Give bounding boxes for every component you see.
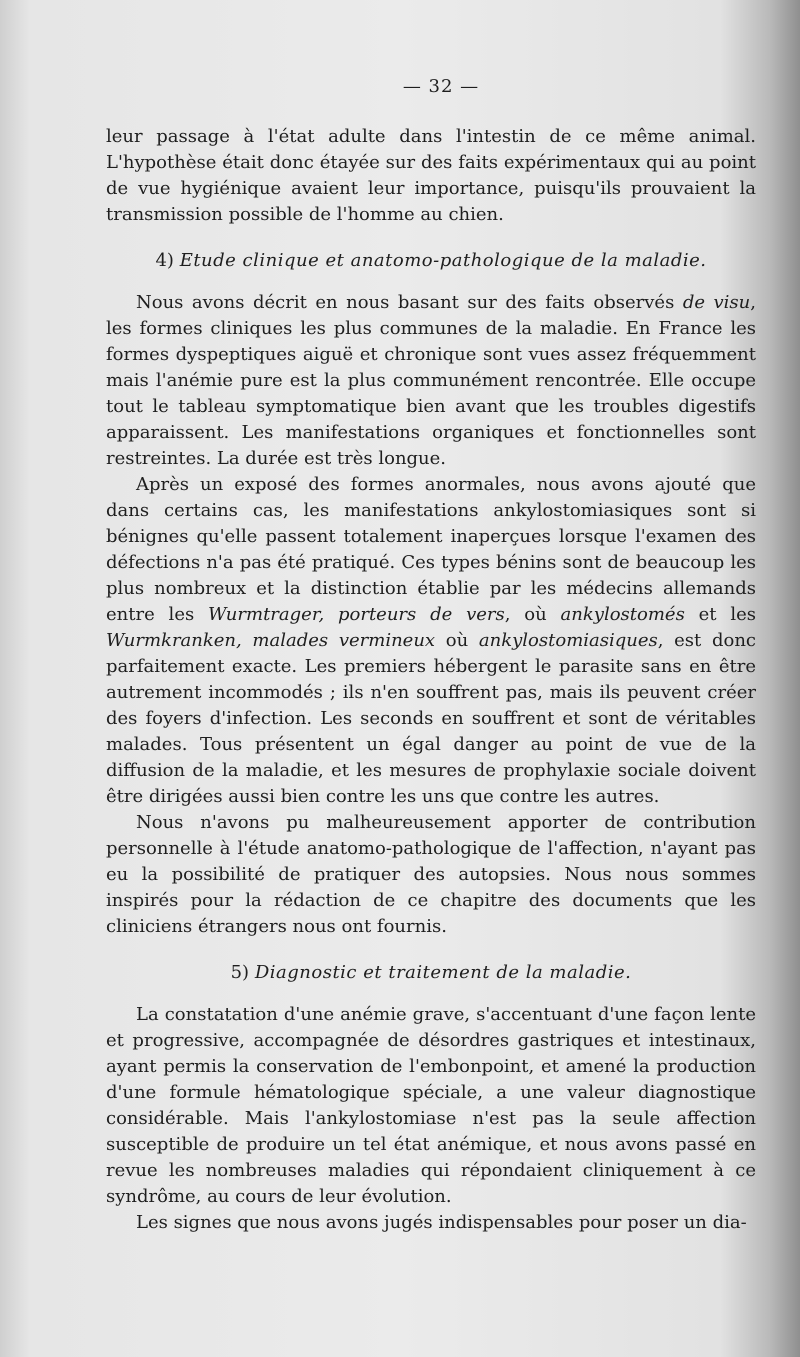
paragraph-abnormal-forms <box>106 472 756 810</box>
section-heading-4 <box>106 248 756 274</box>
text-run: où <box>435 630 479 651</box>
paragraph-continuation: leur passage à l'état adulte dans l'intestin de ce même animal. L'hypothèse était donc étayée sur des faits expérimentaux qui au point de vue hygiénique avaient leur importance, puisqu'ils prouvaient la transmission possible de l'homme au chien. <box>106 126 756 225</box>
section-5-number: 5) <box>230 962 250 983</box>
italic-text: Wurmtrager, porteurs de vers <box>208 604 505 625</box>
paragraph-signs: Les signes que nous avons jugés indispensables pour poser un dia- <box>136 1212 747 1233</box>
paragraph-anatomo-pathology: Nous n'avons pu malheureusement apporter de contribution personnelle à l'étude anatomo-pathologique de l'affection, n'ayant pas eu la possibilité de pratiquer des autopsies. Nous nous sommes inspirés pour la rédaction de ce chapitre des documents que les cliniciens étrangers nous ont fournis. <box>106 812 756 937</box>
section-heading-5 <box>106 960 756 986</box>
italic-text: Wurmkranken, malades vermineux <box>106 630 436 651</box>
italic-text: ankylostomiasiques <box>478 630 658 651</box>
section-4-number: 4) <box>155 250 174 271</box>
italic-text: de visu <box>682 292 751 313</box>
text-run: , les formes cliniques les plus communes de la maladie. En France les formes dyspeptiques aiguë et chronique sont vues assez fréquemment mais l'anémie pure est la plus communément rencontrée. Elle occupe tout le tableau symptomatique bien avant que les troubles digestifs apparaissent. Les manifestations organiques et fonctionnelles sont restreintes. La durée est très longue. <box>106 292 756 469</box>
paragraph-clinical-forms <box>106 290 756 472</box>
text-run: et les <box>684 604 756 625</box>
paragraph-diagnosis: La constatation d'une anémie grave, s'accentuant d'une façon lente et progressive, accompagnée de désordres gastriques et intestinaux, ayant permis la conservation de l'embonpoint, et amené la production d'une formule hématologique spéciale, a une valeur diagnostique considérable. Mais l'ankylostomiase n'est pas la seule affection susceptible de produire un tel état anémique, et nous avons passé en revue les nombreuses maladies qui répondaient cliniquement à ce syndrôme, au cours de leur évolution. <box>106 1004 756 1207</box>
text-run: Nous avons décrit en nous basant sur des faits observés <box>136 292 683 313</box>
page-number: — 32 — <box>402 76 480 97</box>
italic-text: ankylostomés <box>560 604 685 625</box>
text-run: , où <box>504 604 561 625</box>
text-run: , est donc parfaitement exacte. Les premiers hébergent le parasite sans en être autrement incommodés ; ils n'en souffrent pas, mais ils peuvent créer des foyers d'infection. Les seconds en souffrent et sont de véritables malades. Tous présentent un égal danger au point de vue de la diffusion de la maladie, et les mesures de prophylaxie sociale doivent être dirigées aussi bien contre les uns que contre les autres. <box>106 630 757 807</box>
page-text <box>106 74 756 1236</box>
section-4-title: Etude clinique et anatomo-pathologique de la maladie. <box>179 250 707 271</box>
section-5-title: Diagnostic et traitement de la maladie. <box>254 962 632 983</box>
text-run: Après un exposé des formes anormales, nous avons ajouté que dans certains cas, les manifestations ankylostomiasiques sont si bénignes qu'elle passent totalement inaperçues lorsque l'examen des défections n'a pas été pratiqué. Ces types bénins sont de beaucoup les plus nombreux et la distinction établie par les médecins allemands entre les <box>106 474 756 625</box>
